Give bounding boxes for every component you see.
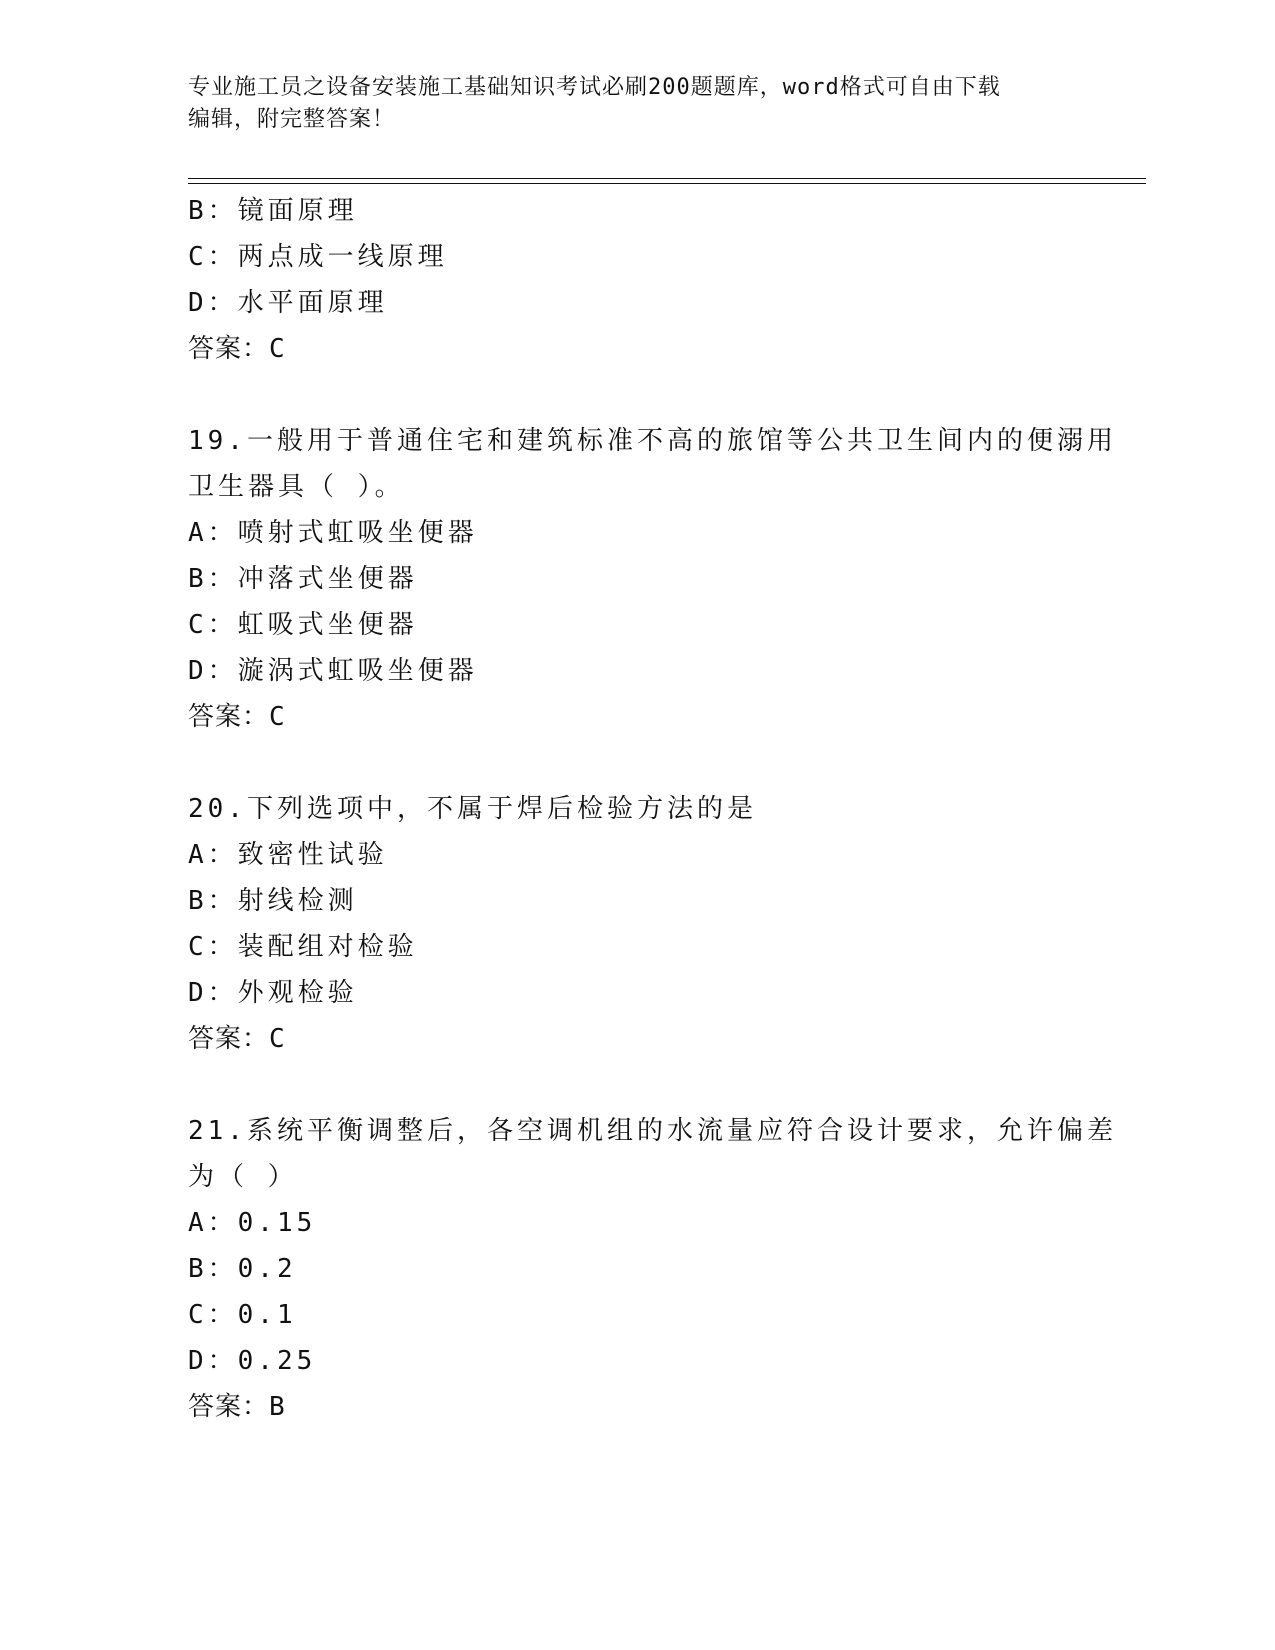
option-a: A：致密性试验	[188, 840, 388, 870]
option-d: D：外观检验	[188, 978, 358, 1008]
spacer	[188, 372, 1088, 418]
option-b: B：冲落式坐便器	[188, 564, 418, 594]
question-text-line-1: 20.下列选项中，不属于焊后检验方法的是	[188, 794, 757, 824]
answer: 答案：C	[188, 334, 286, 364]
option-c: C：0.1	[188, 1300, 297, 1330]
option-c: C：虹吸式坐便器	[188, 610, 418, 640]
option-c: C：装配组对检验	[188, 932, 418, 962]
answer: 答案：B	[188, 1392, 286, 1422]
option-b: B：射线检测	[188, 886, 358, 916]
spacer	[188, 1062, 1088, 1108]
document-header	[188, 72, 1088, 136]
question-18	[188, 188, 1088, 372]
answer: 答案：C	[188, 1024, 286, 1054]
spacer	[188, 740, 1088, 786]
option-a: A：0.15	[188, 1208, 317, 1238]
header-line-1: 专业施工员之设备安装施工基础知识考试必刷200题题库，word格式可自由下载	[188, 75, 1001, 100]
answer: 答案：C	[188, 702, 286, 732]
header-divider-bottom	[188, 183, 1146, 184]
header-divider-top	[188, 178, 1146, 179]
option-d: D：水平面原理	[188, 288, 388, 318]
option-c: C：两点成一线原理	[188, 242, 448, 272]
question-21	[188, 1108, 1117, 1430]
option-a: A：喷射式虹吸坐便器	[188, 518, 478, 548]
option-d: D：漩涡式虹吸坐便器	[188, 656, 478, 686]
option-b: B：镜面原理	[188, 196, 358, 226]
question-19	[188, 418, 1117, 740]
question-text-line-2: 为（ ）	[188, 1162, 298, 1192]
question-text-line-1: 19.一般用于普通住宅和建筑标准不高的旅馆等公共卫生间内的便溺用	[188, 426, 1117, 456]
option-b: B：0.2	[188, 1254, 297, 1284]
header-line-2: 编辑，附完整答案！	[188, 107, 396, 132]
question-list	[188, 188, 1117, 1430]
question-text-line-1: 21.系统平衡调整后，各空调机组的水流量应符合设计要求，允许偏差	[188, 1116, 1117, 1146]
question-20	[188, 786, 1088, 1062]
option-d: D：0.25	[188, 1346, 317, 1376]
question-text-line-2: 卫生器具（ ）。	[188, 472, 405, 502]
